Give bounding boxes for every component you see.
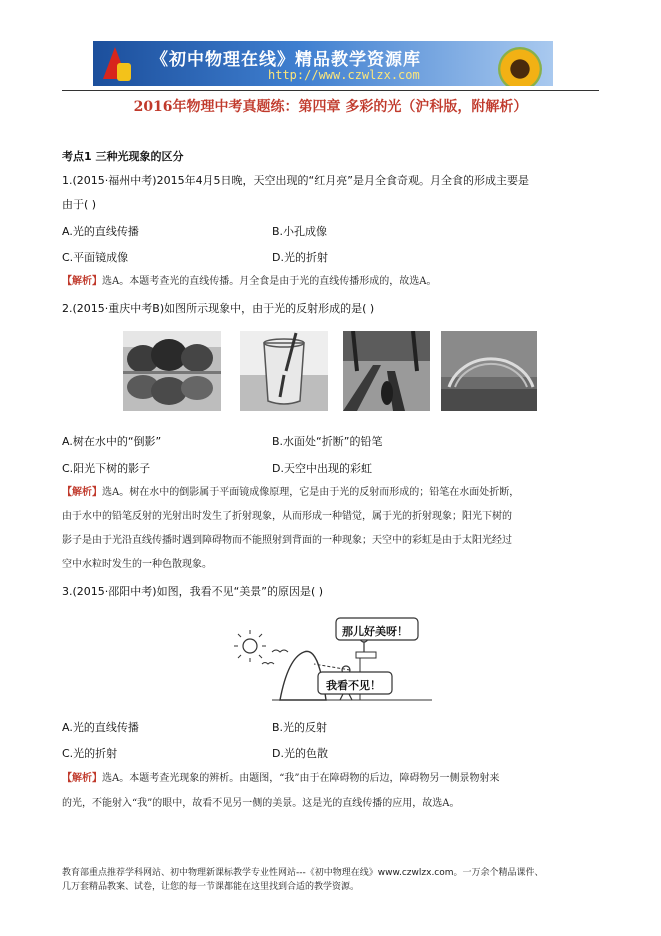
banner-title: 《初中物理在线》精品教学资源库: [151, 50, 421, 70]
photo-bent-pencil: [240, 331, 328, 411]
analysis-tag: 【解析】: [62, 487, 102, 498]
footer-line1: 教育部重点推荐学科网站、初中物理新课标教学专业性网站---《初中物理在线》www.czwlzx.com。一万余个精品课件、: [62, 868, 544, 878]
q3-illustration: [232, 612, 432, 704]
q2-stem: 2.(2015·重庆中考B)如图所示现象中，由于光的反射形成的是( ): [62, 302, 375, 315]
q2-option-a: A.树在水中的“倒影”: [62, 435, 162, 448]
q2-option-c: C.阳光下树的影子: [62, 462, 151, 475]
banner-url: http://www.czwlzx.com: [268, 68, 420, 82]
q2-analysis-line4: 空中水粒时发生的一种色散现象。: [62, 559, 212, 570]
analysis-tag: 【解析】: [62, 276, 102, 287]
photo-tree-reflection: [123, 331, 221, 411]
speech-bubble-bottom: 我看不见！: [326, 679, 381, 692]
photo-rainbow: [441, 331, 537, 411]
q2-analysis-line2: 由于水中的铅笔反射的光射出时发生了折射现象，从而形成一种错觉，属于光的折射现象；阳光下树的: [62, 511, 512, 522]
q2-analysis-line1: 选A。树在水中的倒影属于平面镜成像原理，它是由于光的反射而形成的；铅笔在水面处折断，: [102, 487, 520, 498]
q2-analysis: [62, 482, 519, 504]
speech-bubble-top: 那儿好美呀！: [342, 625, 408, 638]
q3-option-a: A.光的直线传播: [62, 721, 139, 734]
q3-stem: 3.(2015·邵阳中考)如图，我看不见“美景”的原因是( ): [62, 585, 324, 598]
q1-stem-line1: 1.(2015·福州中考)2015年4月5日晚，天空出现的“红月亮”是月全食奇观。月全食的形成主要是: [62, 174, 529, 187]
q1-analysis-text: 选A。本题考查光的直线传播。月全食是由于光的直线传播形成的，故选A。: [102, 276, 437, 287]
q3-option-c: C.光的折射: [62, 747, 118, 760]
q2-option-b: B.水面处“折断”的铅笔: [272, 435, 383, 448]
q1-option-d: D.光的折射: [272, 251, 328, 264]
photo-tree-shadow: [343, 331, 430, 411]
q1-analysis: [62, 271, 436, 293]
q3-analysis-line1: 选A。本题考查光现象的辨析。由题图，“我”由于在障碍物的后边，障碍物另一侧景物射来: [102, 773, 500, 784]
q1-stem-line2: 由于( ): [62, 198, 97, 211]
sunflower-icon: [498, 47, 542, 86]
q1-option-b: B.小孔成像: [272, 225, 328, 238]
header-banner: [93, 41, 553, 86]
q1-option-c: C.平面镜成像: [62, 251, 129, 264]
analysis-tag: 【解析】: [62, 773, 102, 784]
q2-option-d: D.天空中出现的彩虹: [272, 462, 372, 475]
q1-option-a: A.光的直线传播: [62, 225, 139, 238]
q3-option-d: D.光的色散: [272, 747, 328, 760]
q3-option-b: B.光的反射: [272, 721, 328, 734]
footer-line2: 几万套精品教案、试卷，让您的每一节课都能在这里找到合适的教学资源。: [62, 882, 360, 892]
header-divider: [62, 90, 599, 91]
q2-analysis-line3: 影子是由于光沿直线传播时遇到障碍物而不能照射到背面的一种现象；天空中的彩虹是由于太阳光经过: [62, 535, 512, 546]
q3-analysis-line2: 的光，不能射入“我”的眼中，故看不见另一侧的美景。这是光的直线传播的应用，故选A。: [62, 798, 460, 809]
logo-accent: [117, 63, 131, 81]
document-title: 2016年物理中考真题练：第四章 多彩的光（沪科版，附解析）: [133, 99, 528, 115]
q3-analysis: [62, 768, 499, 790]
section-heading: 考点1 三种光现象的区分: [62, 150, 184, 163]
